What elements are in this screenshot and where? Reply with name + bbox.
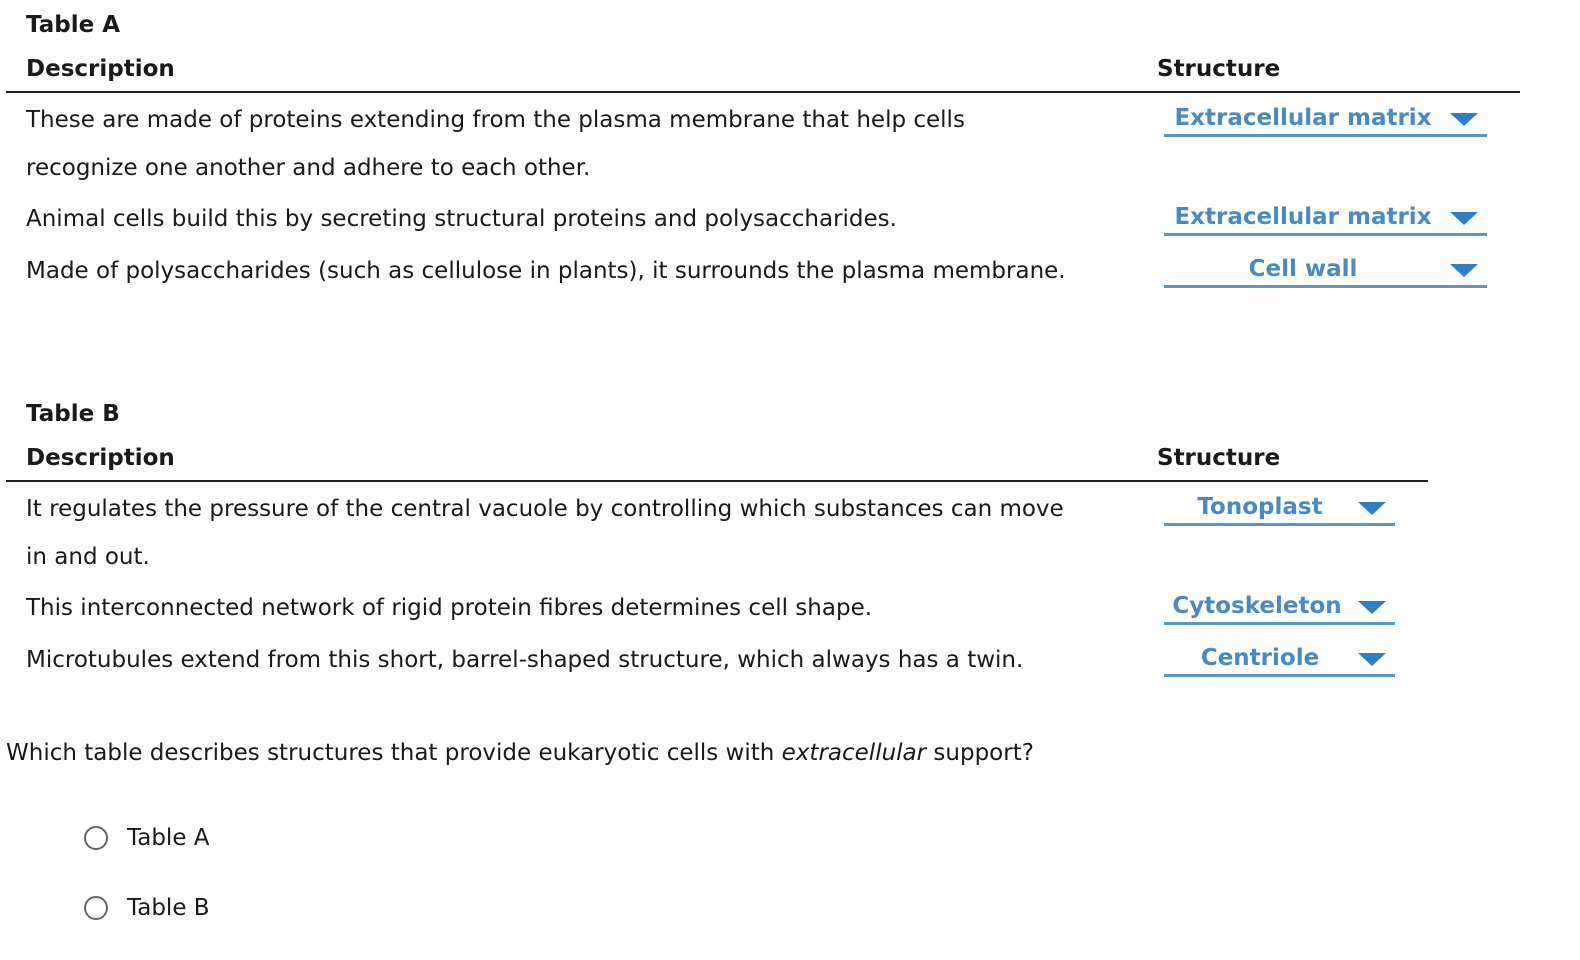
radio-button-icon[interactable] (84, 896, 108, 920)
table-b-description-header: Description (26, 445, 175, 471)
table-b-row-3-dropdown[interactable] (1164, 643, 1395, 677)
table-b-caption: Table B (26, 401, 120, 427)
table-a-row-3-dropdown[interactable] (1164, 254, 1487, 288)
table-a-row-3-description (26, 247, 1066, 295)
option-table-b-label: Table B (127, 895, 210, 921)
table-a-structure-header: Structure (1157, 56, 1281, 82)
table-b-row-3-line-1: Microtubules extend from this short, barrel-shaped structure, which always has a twin. (26, 647, 1024, 673)
table-b-row-1-selected-value: Tonoplast (1197, 494, 1323, 520)
table-a-caption: Table A (26, 12, 120, 38)
radio-button-icon[interactable] (84, 826, 108, 850)
triangle-down-icon (1358, 653, 1386, 666)
table-a-row-2-dropdown[interactable] (1164, 202, 1487, 236)
question-prompt (6, 740, 1034, 766)
table-a-row-2-line-1: Animal cells build this by secreting structural proteins and polysaccharides. (26, 206, 897, 232)
triangle-down-icon (1450, 264, 1478, 277)
question-text-before: Which table describes structures that provide eukaryotic cells with (6, 740, 782, 766)
triangle-down-icon (1358, 502, 1386, 515)
table-b-row-1-dropdown[interactable] (1164, 492, 1395, 526)
table-a-header-rule (6, 91, 1520, 93)
triangle-down-icon (1358, 601, 1386, 614)
triangle-down-icon (1450, 212, 1478, 225)
triangle-down-icon (1450, 113, 1478, 126)
table-b-row-3-description (26, 636, 1023, 684)
table-b-row-1-description (26, 485, 1064, 581)
table-a-row-1-line-2: recognize one another and adhere to each other. (26, 155, 591, 181)
table-b-row-2-line-1: This interconnected network of rigid protein fibres determines cell shape. (26, 595, 873, 621)
table-a-description-header: Description (26, 56, 175, 82)
table-a-row-2-selected-value: Extracellular matrix (1174, 204, 1432, 230)
table-b-row-3-selected-value: Centriole (1200, 645, 1320, 671)
table-a-row-1-description (26, 96, 965, 192)
table-b-structure-header: Structure (1157, 445, 1281, 471)
table-a-row-1-dropdown[interactable] (1164, 103, 1487, 137)
table-b-row-2-description (26, 584, 872, 632)
table-b-row-1-line-1: It regulates the pressure of the central vacuole by controlling which substances can move (26, 496, 1064, 522)
table-b-row-2-selected-value: Cytoskeleton (1172, 593, 1342, 619)
question-text-after: support? (926, 740, 1034, 766)
table-a-row-2-description (26, 195, 897, 243)
table-a-row-3-line-1: Made of polysaccharides (such as cellulose in plants), it surrounds the plasma membrane. (26, 258, 1066, 284)
table-b-header-rule (6, 480, 1428, 482)
table-a-row-1-line-1: These are made of proteins extending from the plasma membrane that help cells (26, 107, 965, 133)
table-a-row-3-selected-value: Cell wall (1248, 256, 1358, 282)
table-b-row-1-line-2: in and out. (26, 544, 150, 570)
question-emphasis: extracellular (781, 740, 927, 766)
option-table-a-label: Table A (127, 825, 210, 851)
table-a-row-1-selected-value: Extracellular matrix (1174, 105, 1432, 131)
table-b-row-2-dropdown[interactable] (1164, 591, 1395, 625)
